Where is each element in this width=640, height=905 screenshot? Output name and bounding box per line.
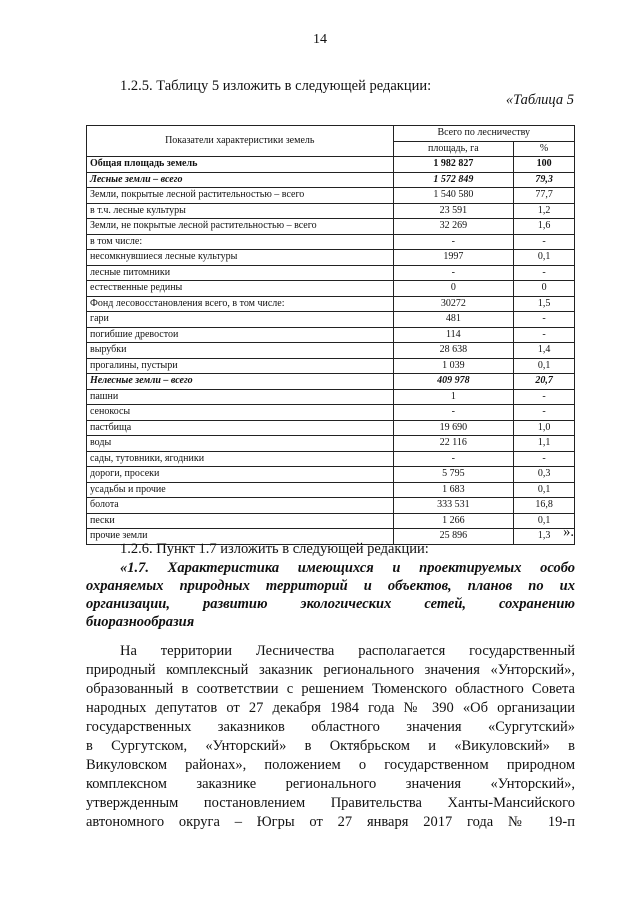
cell-area: 5 795 [393,467,514,483]
cell-label: пашни [87,389,394,405]
cell-percent: 1,5 [514,296,575,312]
cell-label: прочие земли [87,529,394,545]
cell-percent: - [514,451,575,467]
cell-label: Фонд лесовосстановления всего, в том числе: [87,296,394,312]
body-line: в Сургутском, «Унторский» в Октябрьском и «Викуловский» в [86,738,575,754]
cell-percent: 79,3 [514,172,575,188]
cell-percent: 77,7 [514,188,575,204]
cell-percent: 1,2 [514,203,575,219]
cell-label: в т.ч. лесные культуры [87,203,394,219]
cell-area: 1 [393,389,514,405]
cell-label: в том числе: [87,234,394,250]
cell-percent: - [514,312,575,328]
body-line: природный комплексный заказник регионального значения «Унторский», [86,662,575,678]
cell-area: 32 269 [393,219,514,235]
cell-area: 25 896 [393,529,514,545]
cell-percent: 16,8 [514,498,575,514]
cell-percent: 100 [514,157,575,173]
item-1-2-6: 1.2.6. Пункт 1.7 изложить в следующей редакции: [120,541,429,557]
cell-label: прогалины, пустыри [87,358,394,374]
table-row [87,327,575,343]
body-line: На территории Лесничества располагается государственный [120,643,575,659]
cell-area: 1 683 [393,482,514,498]
cell-label: естественные редины [87,281,394,297]
table-body [87,157,575,545]
cell-area: 23 591 [393,203,514,219]
table-row [87,281,575,297]
land-table [86,125,575,545]
cell-area: 28 638 [393,343,514,359]
cell-area: - [393,405,514,421]
heading-line: охраняемых природных территорий и объектов, планов по их [86,578,575,594]
table-row [87,420,575,436]
cell-label: пески [87,513,394,529]
body-line: государственных заказников областного значения «Сургутский» [86,719,575,735]
table-close: ». [563,524,574,540]
cell-label: несомкнувшиеся лесные культуры [87,250,394,266]
cell-label: Лесные земли – всего [87,172,394,188]
table-row [87,219,575,235]
cell-area: 333 531 [393,498,514,514]
cell-percent: 1,4 [514,343,575,359]
header-area: площадь, га [393,141,514,157]
cell-label: Земли, не покрытые лесной растительностью – всего [87,219,394,235]
cell-percent: - [514,234,575,250]
body-line: автономного округа – Югры от 27 января 2017 года № 19-п [86,814,575,830]
cell-label: Земли, покрытые лесной растительностью – всего [87,188,394,204]
table-row [87,234,575,250]
cell-percent: 0,1 [514,513,575,529]
cell-percent: 20,7 [514,374,575,390]
table-row [87,389,575,405]
cell-label: вырубки [87,343,394,359]
cell-percent: 0 [514,281,575,297]
cell-label: сенокосы [87,405,394,421]
table-row [87,467,575,483]
cell-area: 1997 [393,250,514,266]
table-row [87,203,575,219]
table-row [87,172,575,188]
cell-label: усадьбы и прочие [87,482,394,498]
cell-area: 114 [393,327,514,343]
cell-label: пастбища [87,420,394,436]
cell-percent: - [514,405,575,421]
cell-area: - [393,234,514,250]
cell-label: погибшие древостои [87,327,394,343]
body-line: народных депутатов от 27 декабря 1984 года № 390 «Об организации [86,700,575,716]
cell-percent: 0,1 [514,358,575,374]
cell-percent: 1,1 [514,436,575,452]
table-row [87,265,575,281]
item-1-2-5: 1.2.5. Таблицу 5 изложить в следующей редакции: [120,78,432,94]
table-row [87,312,575,328]
table-row [87,482,575,498]
cell-percent: - [514,389,575,405]
body-line: образованный в соответствии с решением Тюменского областного Совета [86,681,575,697]
cell-label: сады, тутовники, ягодники [87,451,394,467]
table-row [87,498,575,514]
table-row [87,250,575,266]
table-row [87,405,575,421]
cell-percent: 0,1 [514,482,575,498]
table-row [87,188,575,204]
cell-percent: 0,3 [514,467,575,483]
body-line: Викуловском районах», положением о государственном природном [86,757,575,773]
cell-area: 481 [393,312,514,328]
table-row [87,358,575,374]
cell-area: 1 039 [393,358,514,374]
cell-area: - [393,265,514,281]
cell-area: 409 978 [393,374,514,390]
cell-area: 30272 [393,296,514,312]
cell-label: воды [87,436,394,452]
cell-percent: 1,6 [514,219,575,235]
table-row [87,343,575,359]
table-row [87,451,575,467]
body-line: утвержденным постановлением Правительства Ханты-Мансийского [86,795,575,811]
page-number: 14 [313,32,327,47]
heading-line: организации, развитию экологических сетей, сохранению [86,596,575,612]
cell-percent: 1,3 [514,529,575,545]
cell-percent: 1,0 [514,420,575,436]
cell-area: 1 540 580 [393,188,514,204]
header-indicator: Показатели характеристики земель [87,126,394,157]
table-row [87,513,575,529]
cell-label: лесные питомники [87,265,394,281]
cell-percent: 0,1 [514,250,575,266]
cell-label: болота [87,498,394,514]
cell-label: Нелесные земли – всего [87,374,394,390]
cell-area: 0 [393,281,514,297]
heading-line: «1.7. Характеристика имеющихся и проектируемых особо [120,560,575,576]
table-row [87,374,575,390]
cell-area: 1 572 849 [393,172,514,188]
cell-area: 19 690 [393,420,514,436]
heading-line: биоразнообразия [86,614,195,630]
header-total: Всего по лесничеству [393,126,574,142]
header-percent: % [514,141,575,157]
cell-area: 1 982 827 [393,157,514,173]
cell-percent: - [514,327,575,343]
cell-area: - [393,451,514,467]
cell-percent: - [514,265,575,281]
cell-label: Общая площадь земель [87,157,394,173]
cell-area: 22 116 [393,436,514,452]
body-line: комплексном заказнике регионального значения «Унторский», [86,776,575,792]
table-row [87,436,575,452]
table-row [87,296,575,312]
cell-label: гари [87,312,394,328]
cell-label: дороги, просеки [87,467,394,483]
cell-area: 1 266 [393,513,514,529]
table-caption: «Таблица 5 [505,92,574,108]
table-row [87,157,575,173]
